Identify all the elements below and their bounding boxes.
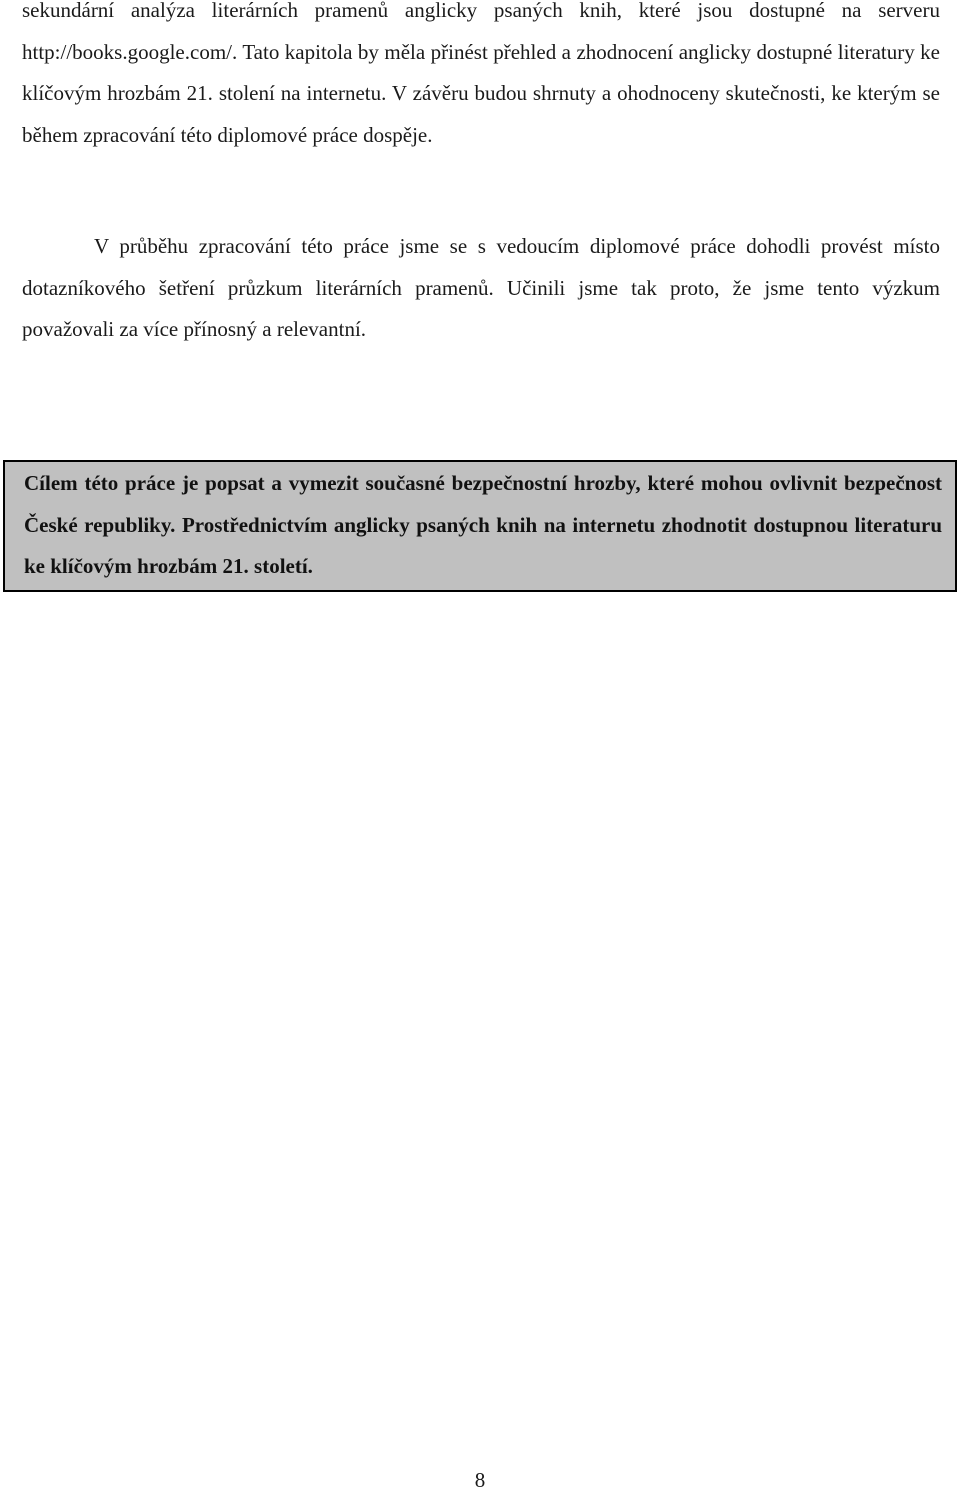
paragraph-method: V průběhu zpracování této práce jsme se s vedoucím diplomové práce dohodli provést místo dotazníkového šetření průzkum literárních pramenů. Učinili jsme tak proto, že jsme tento výzkum považovali za více přínosný a relevantní. [22,234,940,341]
paragraph-intro: sekundární analýza literárních pramenů anglicky psaných knih, které jsou dostupné na serveru http://books.google.com/. Tato kapitola by měla přinést přehled a zhodnocení anglicky dostupné literatury ke klíčovým hrozbám 21. stolení na internetu. V závěru budou shrnuty a ohodnoceny skutečnosti, ke kterým se během zpracování této diplomové práce dospěje. [22,0,940,147]
goal-highlight-box [3,460,957,592]
goal-statement: Cílem této práce je popsat a vymezit současné bezpečnostní hrozby, které mohou ovlivnit bezpečnost České republiky. Prostřednictvím anglicky psaných knih na internetu zhodnotit dostupnou literaturu ke klíčovým hrozbám 21. století. [24,471,942,578]
page-number: 8 [474,1468,486,1492]
